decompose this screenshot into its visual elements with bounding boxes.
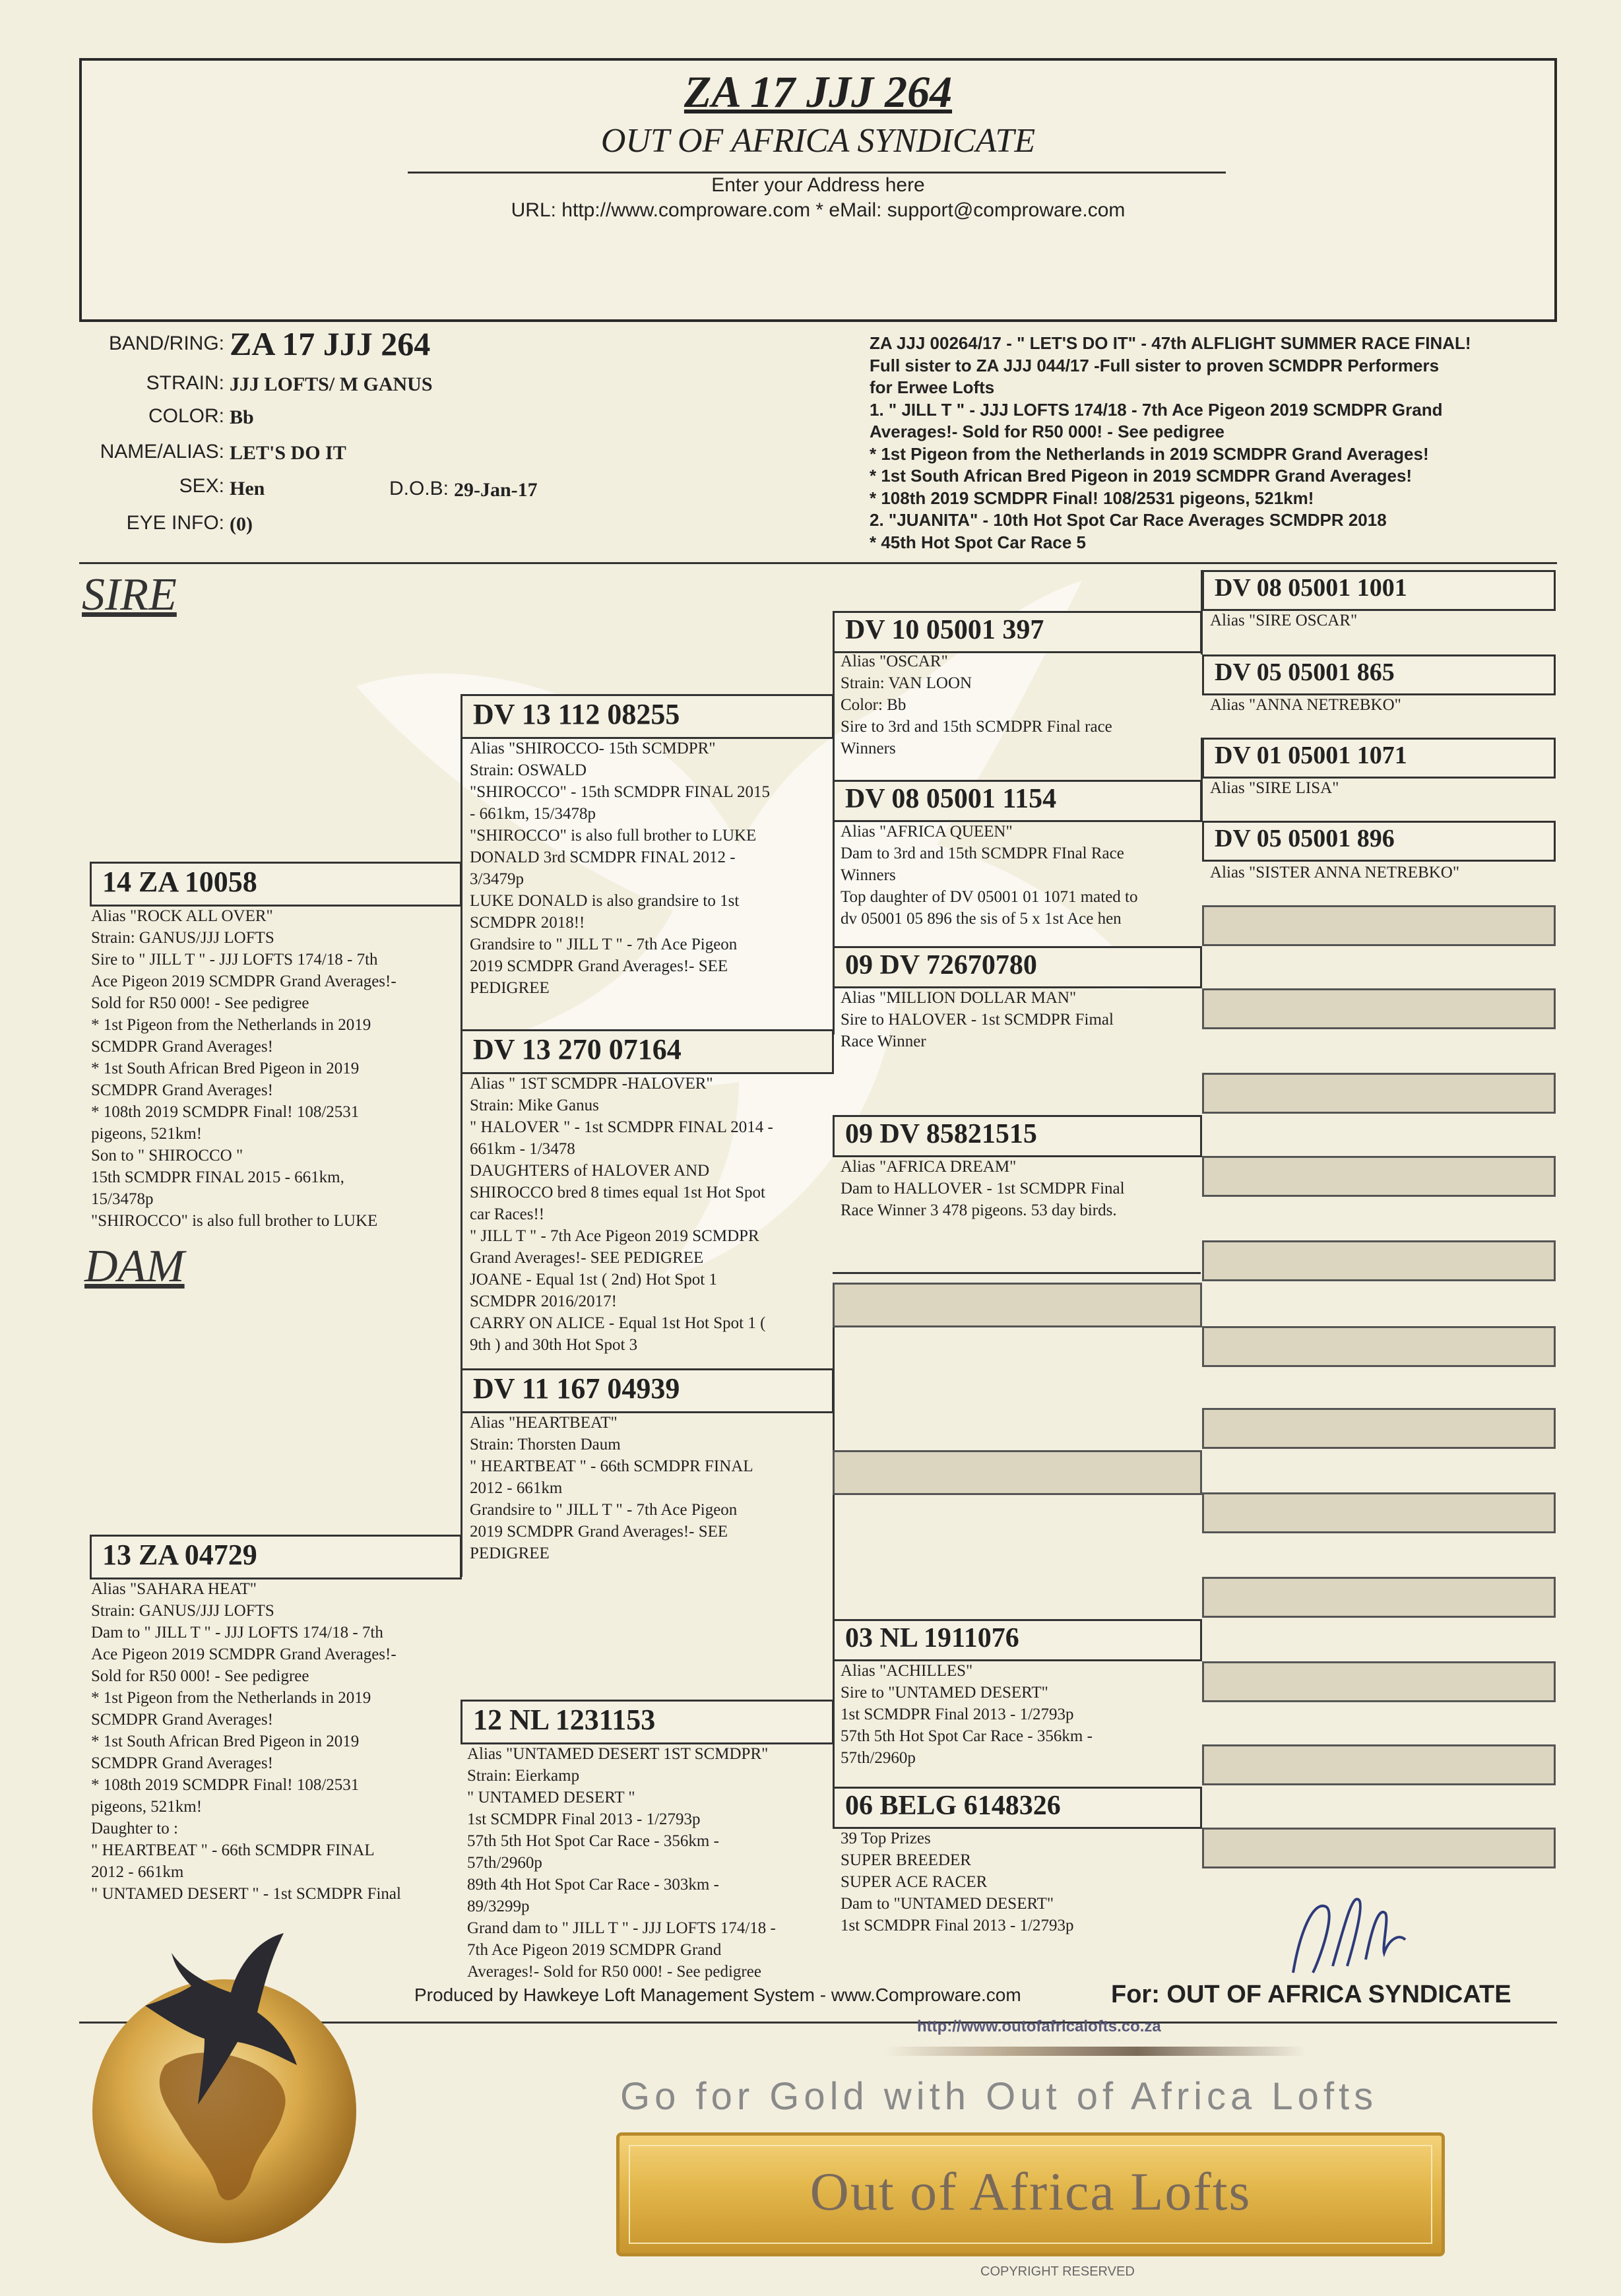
gen3-ring-box-5 <box>833 1619 1202 1661</box>
header-rule <box>408 172 1226 174</box>
name-label: NAME/ALIAS: <box>100 441 224 462</box>
gen4-ring-1: DV 08 05001 1001 <box>1215 574 1407 602</box>
gen3-ring-box-6 <box>833 1787 1202 1829</box>
gen4-notes-2: Alias "ANNA NETREBKO" <box>1210 696 1401 714</box>
empty-gen4-slot-2 <box>1202 988 1556 1029</box>
strain-value: JJJ LOFTS/ M GANUS <box>230 373 433 395</box>
url-email-text: URL: http://www.comproware.com * eMail: support@comproware.com <box>511 199 1126 221</box>
empty-gen4-slot-4 <box>1202 1156 1556 1197</box>
connector-gen1 <box>461 694 462 1577</box>
gen4-ring-box-3 <box>1202 738 1556 779</box>
empty-gen4-slot-6 <box>1202 1326 1556 1367</box>
dob-value: 29-Jan-17 <box>454 479 538 501</box>
gen2-ring-box-4 <box>461 1700 834 1744</box>
gen2-ring-3: DV 11 167 04939 <box>473 1372 680 1405</box>
dam-notes: Alias "SAHARA HEAT" Strain: GANUS/JJJ LOFTS Dam to " JILL T " - JJJ LOFTS 174/18 - 7th Ace Pigeon 2019 SCMDPR Grand Averages!- Sold for R50 000! - See pedigree * 1st Pigeon from the Netherlands in 2019 SCMDPR Grand Averages! * 1st South African Bred Pigeon in 2019 SCMDPR Grand Averages! * 108th 2019 SCMDPR Final! 108/2531 pigeons, 521km! Daughter to : " HEARTBEAT " - 66th SCMDPR FINAL 2012 - 661km " UNTAMED DESERT " - 1st SCMDPR Final <box>91 1580 401 1903</box>
gen3-notes-4: Alias "AFRICA DREAM" Dam to HALLOVER - 1st SCMDPR Final Race Winner 3 478 pigeons. 53 day birds. <box>841 1158 1125 1219</box>
gen3-ring-box-1 <box>833 611 1202 653</box>
gen3-ring-box-3 <box>833 946 1202 988</box>
gen4-notes-3: Alias "SIRE LISA" <box>1210 779 1339 797</box>
gen3-ring-3: 09 DV 72670780 <box>845 950 1037 980</box>
sire-heading: SIRE <box>82 569 177 620</box>
gen4-notes-1: Alias "SIRE OSCAR" <box>1210 612 1358 629</box>
gen3-notes-5: Alias "ACHILLES" Sire to "UNTAMED DESERT" 1st SCMDPR Final 2013 - 1/2793p 57th 5th Hot Spot Car Race - 356km - 57th/2960p <box>841 1662 1093 1767</box>
gen4-ring-box-1 <box>1202 570 1556 611</box>
gen3-ring-5: 03 NL 1911076 <box>845 1623 1019 1653</box>
page-subtitle: OUT OF AFRICA SYNDICATE <box>600 122 1036 160</box>
gold-coin-africa-logo <box>59 1913 402 2256</box>
out-of-africa-banner <box>616 2132 1445 2256</box>
gen2-ring-box-2 <box>461 1029 834 1074</box>
produced-by-text: Produced by Hawkeye Loft Management System - www.Comproware.com <box>414 1985 1021 2005</box>
dob-label: D.O.B: <box>389 478 449 499</box>
gen2-ring-4: 12 NL 1231153 <box>473 1704 656 1736</box>
connector-h-1 <box>833 1272 1201 1274</box>
gen3-notes-1: Alias "OSCAR" Strain: VAN LOON Color: Bb Sire to 3rd and 15th SCMDPR Final race Winners <box>841 653 1112 757</box>
gen2-notes-1: Alias "SHIROCCO- 15th SCMDPR" Strain: OSWALD "SHIROCCO" - 15th SCMDPR FINAL 2015 - 661km, 15/3478p "SHIROCCO" is also full brother to LUKE DONALD 3rd SCMDPR FINAL 2012 - 3/3479p LUKE DONALD is also grandsire to 1st SCMDPR 2018!! Grandsire to " JILL T " - 7th Ace Pigeon 2019 SCMDPR Grand Averages!- SEE PEDIGREE <box>470 740 770 997</box>
strain-label: STRAIN: <box>146 372 224 394</box>
dam-ring-box <box>90 1535 462 1579</box>
empty-gen4-slot-10 <box>1202 1661 1556 1702</box>
gen2-notes-2: Alias " 1ST SCMDPR -HALOVER" Strain: Mike Ganus " HALOVER " - 1st SCMDPR FINAL 2014 - 661km - 1/3478 DAUGHTERS of HALOVER AND SHIROCCO bred 8 times equal 1st Hot Spot car Races!! " JILL T " - 7th Ace Pigeon 2019 SCMDPR Grand Averages!- SEE PEDIGREE JOANE - Equal 1st ( 2nd) Hot Spot 1 SCMDPR 2016/2017! CARRY ON ALICE - Equal 1st Hot Spot 1 ( 9th ) and 30th Hot Spot 3 <box>470 1075 773 1354</box>
gen4-ring-box-2 <box>1202 654 1556 695</box>
slogan-text: Go for Gold with Out of Africa Lofts <box>620 2075 1378 2118</box>
gen2-ring-1: DV 13 112 08255 <box>473 698 680 730</box>
band-value: ZA 17 JJJ 264 <box>230 325 431 362</box>
empty-gen4-slot-11 <box>1202 1744 1556 1785</box>
header-box <box>79 58 1557 322</box>
empty-gen4-slot-12 <box>1202 1828 1556 1868</box>
empty-gen3-slot-1 <box>833 1283 1202 1327</box>
gen3-ring-4: 09 DV 85821515 <box>845 1119 1037 1149</box>
gen2-ring-2: DV 13 270 07164 <box>473 1033 682 1066</box>
color-label: COLOR: <box>148 405 224 427</box>
eye-info-value: (0) <box>230 513 253 535</box>
gen3-ring-box-2 <box>833 780 1202 822</box>
gen4-ring-4: DV 05 05001 896 <box>1215 825 1395 852</box>
gen2-ring-box-1 <box>461 694 834 739</box>
gen4-ring-2: DV 05 05001 865 <box>1215 658 1395 686</box>
for-syndicate-text: For: OUT OF AFRICA SYNDICATE <box>1111 1981 1511 2008</box>
gen2-notes-3: Alias "HEARTBEAT" Strain: Thorsten Daum " HEARTBEAT " - 66th SCMDPR FINAL 2012 - 661km Grandsire to " JILL T " - 7th Ace Pigeon 2019 SCMDPR Grand Averages!- SEE PEDIGREE <box>470 1414 753 1562</box>
gen3-notes-6: 39 Top Prizes SUPER BREEDER SUPER ACE RACER Dam to "UNTAMED DESERT" 1st SCMDPR Final 2013 - 1/2793p <box>841 1830 1074 1934</box>
sire-ring-box <box>90 862 462 907</box>
empty-gen3-slot-2 <box>833 1450 1202 1495</box>
gen4-ring-3: DV 01 05001 1071 <box>1215 742 1407 769</box>
gen4-notes-4: Alias "SISTER ANNA NETREBKO" <box>1210 864 1460 881</box>
copyright-text: COPYRIGHT RESERVED <box>980 2264 1135 2279</box>
comments-text: ZA JJJ 00264/17 - " LET'S DO IT" - 47th ALFLIGHT SUMMER RACE FINAL! Full sister to ZA JJJ 044/17 -Full sister to proven SCMDPR Performers for Erwee Lofts 1. " JILL T " - JJJ LOFTS 174/18 - 7th Ace Pigeon 2019 SCMDPR Grand Averages!- Sold for R50 000! - See pedigree * 1st Pigeon from the Netherlands in 2019 SCMDPR Grand Averages! * 1st South African Bred Pigeon in 2019 SCMDPR Grand Averages! * 108th 2019 SCMDPR Final! 108/2531 pigeons, 521km! 2. "JUANITA" - 10th Hot Spot Car Race Averages SCMDPR 2018 * 45th Hot Spot Car Race 5 <box>870 333 1471 552</box>
empty-gen4-slot-9 <box>1202 1577 1556 1618</box>
color-value: Bb <box>230 406 254 428</box>
gen4-ring-box-4 <box>1202 821 1556 862</box>
sire-notes: Alias "ROCK ALL OVER" Strain: GANUS/JJJ LOFTS Sire to " JILL T " - JJJ LOFTS 174/18 - 7th Ace Pigeon 2019 SCMDPR Grand Averages!- Sold for R50 000! - See pedigree * 1st Pigeon from the Netherlands in 2019 SCMDPR Grand Averages! * 1st South African Bred Pigeon in 2019 SCMDPR Grand Averages! * 108th 2019 SCMDPR Final! 108/2531 pigeons, 521km! Son to " SHIROCCO " 15th SCMDPR FINAL 2015 - 661km, 15/3478p "SHIROCCO" is also full brother to LUKE <box>91 907 397 1230</box>
eye-info-label: EYE INFO: <box>126 512 224 534</box>
address-text: Enter your Address here <box>711 174 925 196</box>
signature-icon <box>1273 1880 1418 1986</box>
gen3-ring-2: DV 08 05001 1154 <box>845 784 1057 814</box>
gen3-notes-2: Alias "AFRICA QUEEN" Dam to 3rd and 15th SCMDPR FInal Race Winners Top daughter of DV 05001 01 1071 mated to dv 05001 05 896 the sis of 5 x 1st Ace hen <box>841 823 1138 928</box>
empty-gen4-slot-7 <box>1202 1408 1556 1449</box>
sex-label: SEX: <box>179 475 224 497</box>
sire-ring: 14 ZA 10058 <box>102 866 257 898</box>
sex-value: Hen <box>230 478 265 499</box>
empty-gen4-slot-5 <box>1202 1240 1556 1281</box>
dam-ring: 13 ZA 04729 <box>102 1539 257 1571</box>
gen3-ring-6: 06 BELG 6148326 <box>845 1791 1061 1821</box>
name-value: LET'S DO IT <box>230 442 346 464</box>
empty-gen4-slot-3 <box>1202 1073 1556 1114</box>
banner-text: Out of Africa Lofts <box>810 2161 1252 2221</box>
band-label: BAND/RING: <box>108 333 224 354</box>
section-divider <box>79 562 1557 564</box>
gen3-notes-3: Alias "MILLION DOLLAR MAN" Sire to HALOVER - 1st SCMDPR Fimal Race Winner <box>841 989 1114 1050</box>
gen2-notes-4: Alias "UNTAMED DESERT 1ST SCMDPR" Strain: Eierkamp " UNTAMED DESERT " 1st SCMDPR Final 2013 - 1/2793p 57th 5th Hot Spot Car Race - 356km - 57th/2960p 89th 4th Hot Spot Car Race - 303km - 89/3299p Grand dam to " JILL T " - JJJ LOFTS 174/18 - 7th Ace Pigeon 2019 SCMDPR Grand Averages!- Sold for R50 000! - See pedigree <box>467 1745 776 1981</box>
dam-heading: DAM <box>84 1241 185 1292</box>
empty-gen4-slot-8 <box>1202 1492 1556 1533</box>
empty-gen4-slot-1 <box>1202 905 1556 946</box>
gen2-ring-box-3 <box>461 1368 834 1413</box>
gen3-ring-box-4 <box>833 1115 1202 1157</box>
feather-decoration <box>884 2047 1306 2056</box>
website-link[interactable]: http://www.outofafricalofts.co.za <box>917 2018 1161 2035</box>
page-title: ZA 17 JJJ 264 <box>683 67 953 117</box>
gen3-ring-1: DV 10 05001 397 <box>845 615 1044 645</box>
